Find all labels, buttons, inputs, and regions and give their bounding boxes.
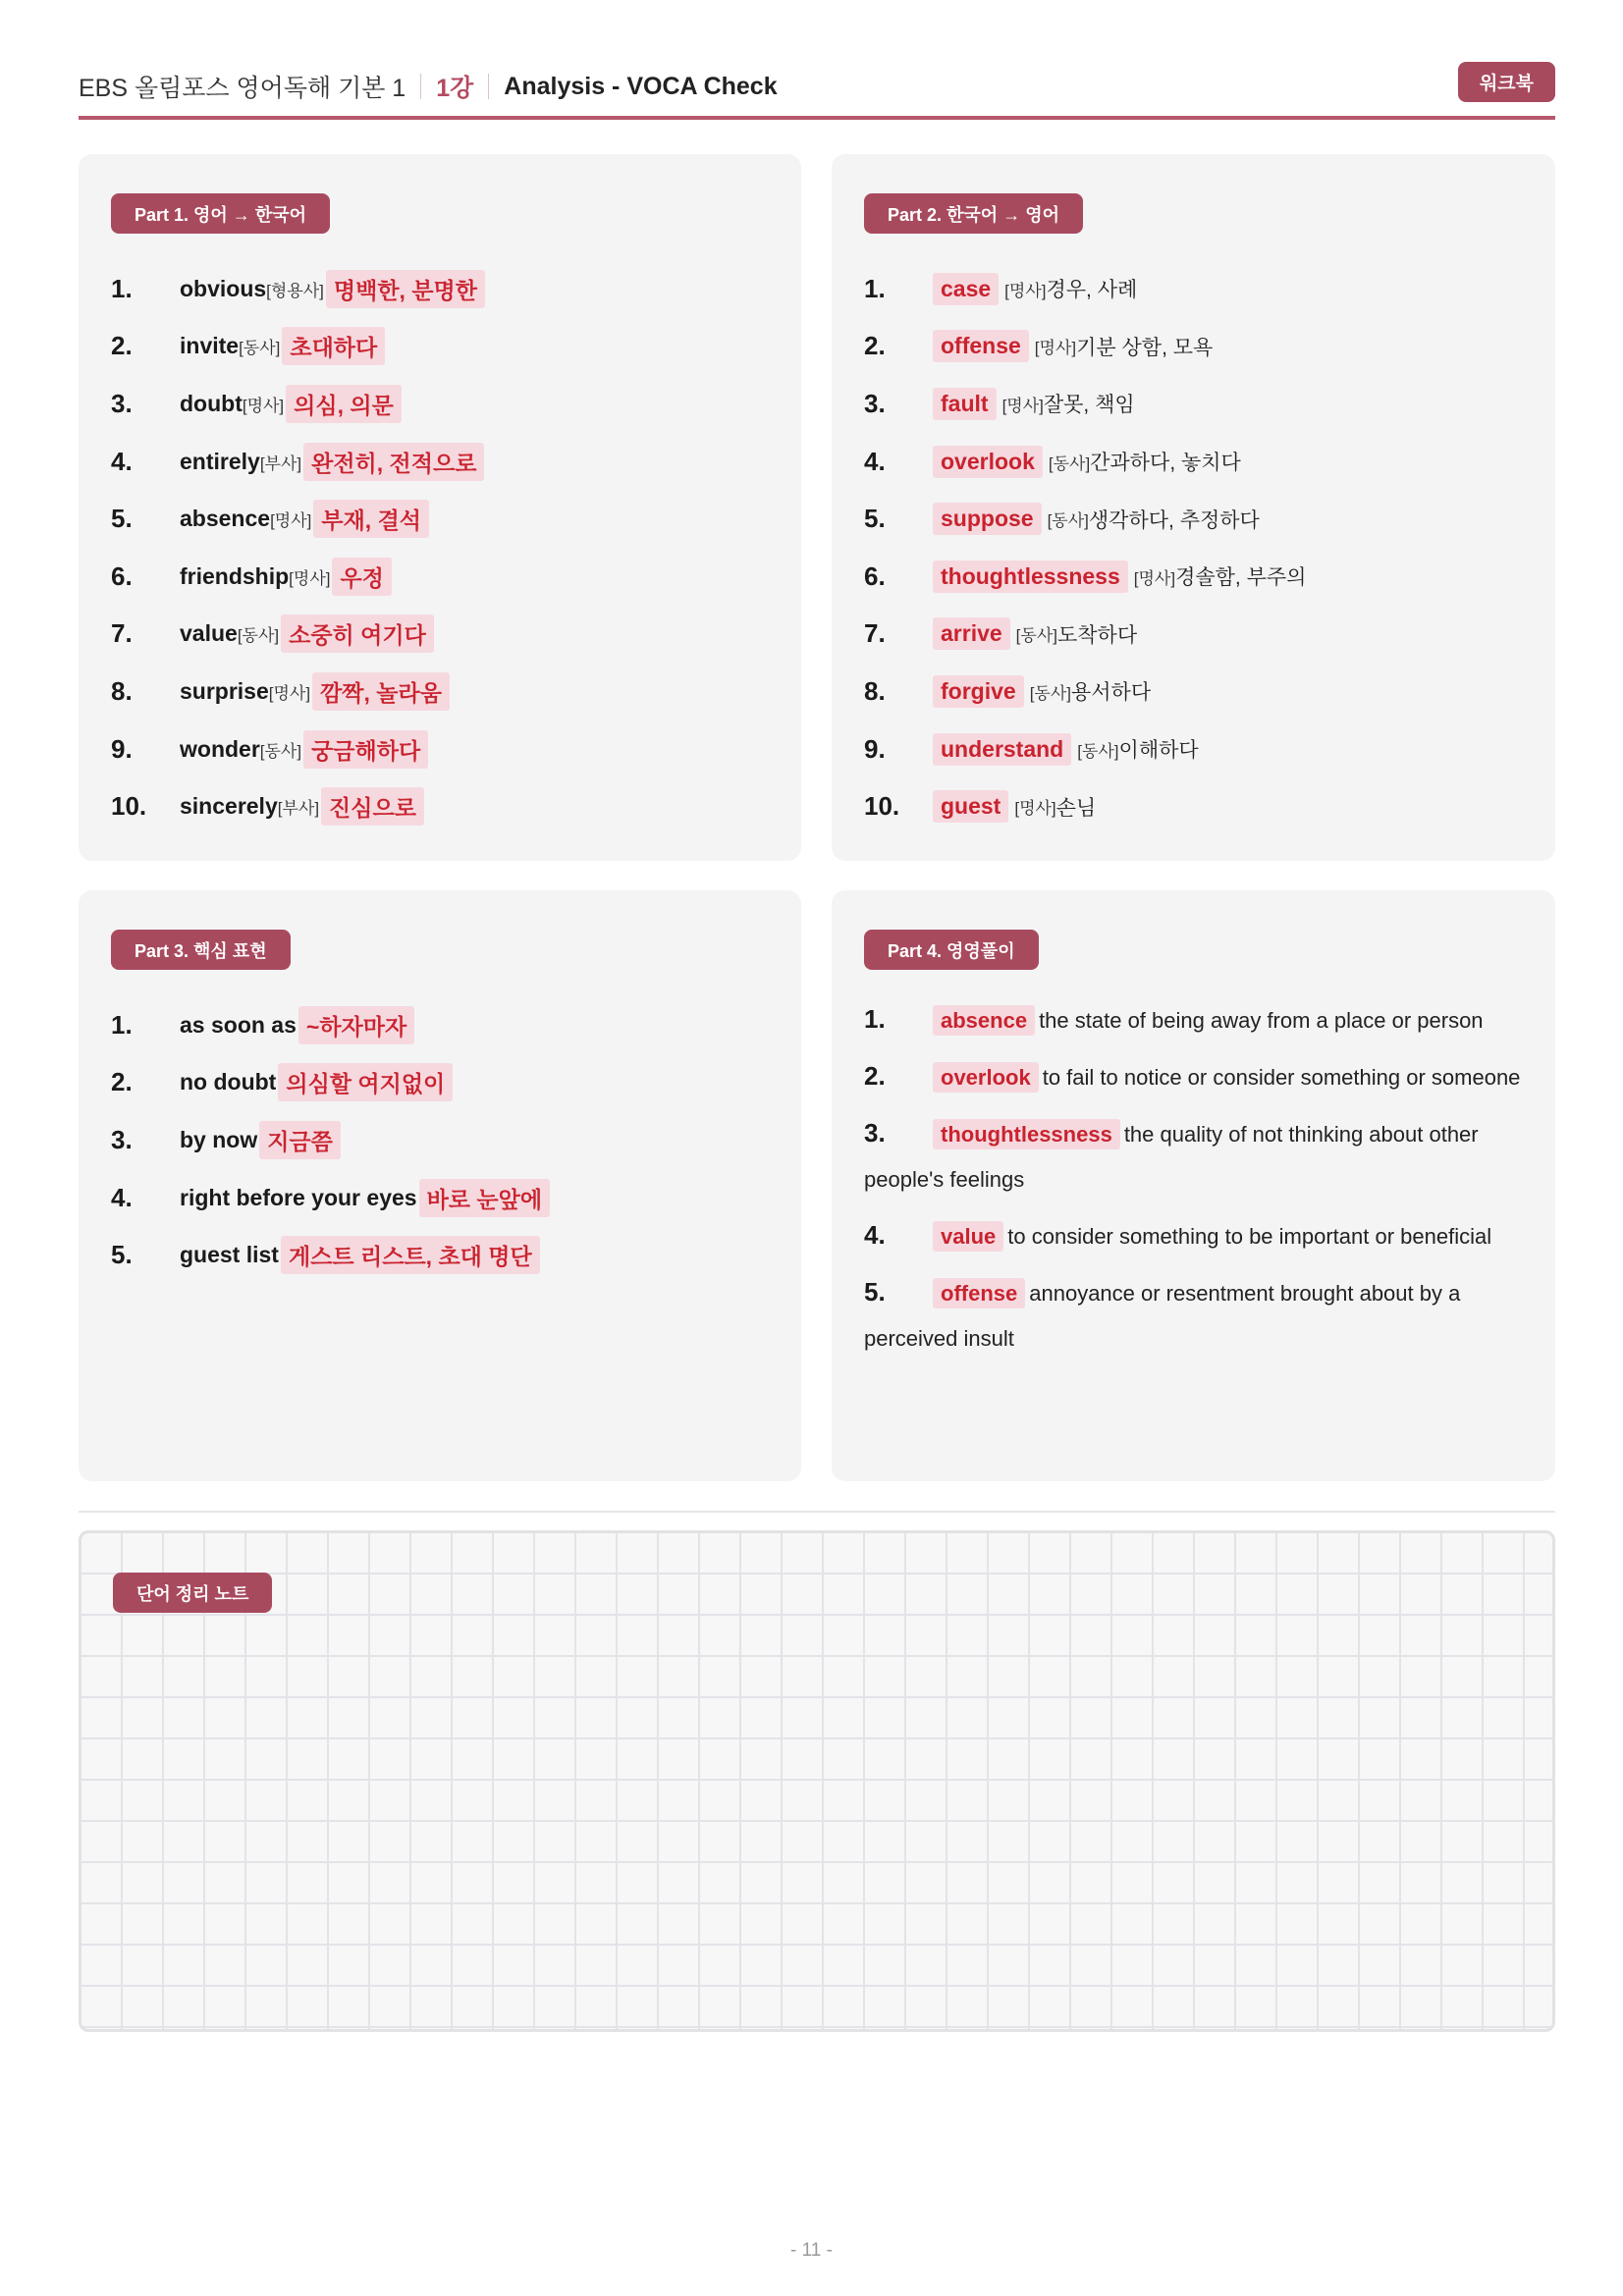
part3-title: Part 3. 핵심 표현: [111, 930, 291, 970]
item-answer: arrive: [933, 617, 1010, 650]
item-term: obvious: [180, 275, 267, 301]
item-meaning: 생각하다, 추정하다: [1088, 508, 1260, 532]
item-definition: to fail to notice or consider something or someone: [1042, 1065, 1521, 1090]
item-answer: fault: [933, 388, 997, 420]
part4-panel: [832, 890, 1555, 1481]
list-item: [111, 606, 778, 664]
item-meaning: 경우, 사례: [1046, 279, 1138, 302]
item-number: 8.: [111, 675, 133, 706]
list-item: [864, 777, 1532, 835]
item-meaning: 경솔함, 부주의: [1175, 566, 1307, 590]
list-item: [111, 260, 778, 318]
item-pos: [동사]: [1029, 683, 1071, 703]
item-pos: [부사]: [259, 454, 302, 473]
item-term: guest list: [180, 1242, 279, 1268]
item-definition: the quality of not thinking about other people's feelings: [864, 1122, 1479, 1192]
lesson-number: 1강: [436, 75, 474, 102]
item-answer: guest: [933, 790, 1008, 823]
item-pos: [명사]: [1004, 281, 1047, 300]
item-pos: [명사]: [289, 568, 331, 588]
workbook-badge: 워크북: [1458, 62, 1555, 102]
item-answer: offense: [933, 330, 1029, 362]
item-answer: overlook: [933, 1062, 1039, 1093]
item-term: by now: [180, 1126, 258, 1152]
part4-list: [864, 996, 1522, 1371]
item-pos: [부사]: [277, 799, 320, 819]
item-pos: [형용사]: [266, 281, 324, 300]
item-answer: suppose: [933, 503, 1042, 535]
item-meaning: 이해하다: [1118, 739, 1199, 763]
part3-panel: [79, 890, 801, 1481]
item-number: 3.: [111, 388, 133, 418]
note-title: 단어 정리 노트: [113, 1573, 272, 1613]
item-definition: the state of being away from a place or person: [1039, 1008, 1484, 1033]
item-answer: value: [933, 1221, 1003, 1252]
list-item: [111, 375, 778, 433]
item-number: 1.: [111, 1009, 133, 1040]
item-number: 2.: [864, 1061, 886, 1091]
item-number: 4.: [864, 1220, 886, 1250]
list-item: [111, 1226, 778, 1284]
item-answer: absence: [933, 1005, 1035, 1036]
list-item: [864, 433, 1532, 491]
list-item: [864, 318, 1532, 376]
item-answer: case: [933, 273, 999, 305]
item-answer: understand: [933, 733, 1071, 766]
list-item: [864, 490, 1532, 548]
item-number: 1.: [111, 273, 133, 303]
subject-title: Analysis - VOCA Check: [504, 72, 778, 100]
item-number: 5.: [111, 1240, 133, 1270]
item-term: as soon as: [180, 1011, 297, 1038]
item-number: 7.: [864, 618, 886, 649]
definition-item: [864, 1110, 1522, 1202]
item-meaning: 손님: [1055, 796, 1097, 820]
section-divider: [79, 1511, 1555, 1513]
list-item: [111, 663, 778, 721]
vocab-note-grid[interactable]: [79, 1530, 1555, 2032]
item-pos: [동사]: [1047, 511, 1089, 531]
list-item: [864, 260, 1532, 318]
item-pos: [동사]: [1048, 454, 1091, 473]
definition-item: [864, 996, 1522, 1043]
part1-panel: [79, 154, 801, 861]
item-meaning: 간과하다, 놓치다: [1090, 452, 1241, 475]
item-meaning: 잘못, 책임: [1043, 394, 1135, 417]
item-answer: 초대하다: [282, 327, 385, 365]
item-number: 10.: [111, 791, 147, 822]
list-item: [111, 433, 778, 491]
header-separator: [488, 74, 489, 99]
series-title: EBS 올림포스 영어독해 기본 1: [79, 75, 406, 102]
item-answer: 부재, 결석: [313, 500, 429, 538]
part2-list: [864, 260, 1532, 835]
item-number: 6.: [864, 561, 886, 591]
item-pos: [명사]: [1133, 568, 1176, 588]
part3-list: [111, 996, 778, 1284]
list-item: [864, 375, 1532, 433]
part4-title: Part 4. 영영풀이: [864, 930, 1039, 970]
item-number: 5.: [864, 1277, 886, 1307]
item-answer: overlook: [933, 446, 1043, 478]
item-pos: [명사]: [1014, 799, 1056, 819]
list-item: [111, 490, 778, 548]
item-number: 9.: [111, 733, 133, 764]
item-term: invite: [180, 333, 240, 359]
item-pos: [동사]: [1015, 626, 1057, 646]
item-number: 1.: [864, 1004, 886, 1034]
list-item: [111, 777, 778, 835]
item-number: 8.: [864, 675, 886, 706]
item-answer: 의심, 의문: [286, 385, 402, 423]
item-answer: offense: [933, 1278, 1025, 1308]
item-definition: to consider something to be important or beneficial: [1007, 1224, 1492, 1249]
item-number: 7.: [111, 618, 133, 649]
item-answer: 진심으로: [321, 787, 424, 826]
item-meaning: 도착하다: [1056, 623, 1138, 647]
item-pos: [명사]: [268, 683, 311, 703]
item-number: 1.: [864, 273, 886, 303]
part1-list: [111, 260, 778, 835]
list-item: [111, 1111, 778, 1169]
item-term: value: [180, 620, 238, 647]
list-item: [111, 1169, 778, 1227]
part2-title: Part 2. 한국어 → 영어: [864, 193, 1083, 234]
item-pos: [동사]: [1077, 741, 1119, 761]
list-item: [864, 548, 1532, 606]
item-term: absence: [180, 506, 271, 532]
item-term: doubt: [180, 390, 243, 416]
item-term: no doubt: [180, 1069, 277, 1095]
item-number: 4.: [111, 1182, 133, 1212]
item-number: 6.: [111, 561, 133, 591]
item-number: 2.: [111, 1067, 133, 1097]
item-pos: [명사]: [1001, 396, 1044, 415]
item-pos: [동사]: [237, 626, 280, 646]
item-pos: [동사]: [239, 339, 281, 358]
item-term: right before your eyes: [180, 1184, 417, 1210]
list-item: [111, 548, 778, 606]
item-number: 9.: [864, 733, 886, 764]
item-answer: 궁금해하다: [303, 730, 428, 769]
header-separator: [420, 74, 421, 99]
item-number: 3.: [111, 1124, 133, 1154]
item-answer: 바로 눈앞에: [419, 1179, 550, 1217]
item-term: friendship: [180, 562, 290, 589]
item-number: 3.: [864, 388, 886, 418]
item-pos: [명사]: [270, 511, 312, 531]
item-answer: thoughtlessness: [933, 561, 1128, 593]
page-header: [79, 61, 1555, 120]
item-answer: 지금쯤: [259, 1121, 341, 1159]
definition-item: [864, 1212, 1522, 1259]
item-answer: 우정: [332, 558, 391, 596]
item-term: entirely: [180, 448, 260, 474]
item-term: wonder: [180, 735, 260, 762]
item-number: 4.: [864, 446, 886, 476]
item-pos: [동사]: [259, 741, 302, 761]
item-number: 10.: [864, 791, 900, 822]
part1-title: Part 1. 영어 → 한국어: [111, 193, 330, 234]
header-title-group: [79, 69, 778, 104]
item-answer: 게스트 리스트, 초대 명단: [281, 1236, 540, 1274]
item-answer: ~하자마자: [298, 1006, 414, 1044]
item-number: 2.: [864, 331, 886, 361]
list-item: [111, 318, 778, 376]
list-item: [111, 996, 778, 1054]
list-item: [111, 721, 778, 778]
item-answer: 소중히 여기다: [281, 614, 434, 653]
item-answer: forgive: [933, 675, 1024, 708]
list-item: [864, 663, 1532, 721]
item-definition: annoyance or resentment brought about by a perceived insult: [864, 1281, 1461, 1351]
item-answer: 의심할 여지없이: [278, 1063, 453, 1101]
item-term: surprise: [180, 677, 269, 704]
item-pos: [명사]: [1034, 339, 1077, 358]
item-number: 2.: [111, 331, 133, 361]
item-answer: 완전히, 전적으로: [303, 443, 484, 481]
list-item: [864, 606, 1532, 664]
part2-panel: [832, 154, 1555, 861]
list-item: [111, 1054, 778, 1112]
item-pos: [명사]: [242, 396, 285, 415]
definition-item: [864, 1053, 1522, 1100]
item-number: 5.: [864, 504, 886, 534]
item-meaning: 기분 상함, 모욕: [1076, 336, 1214, 359]
item-meaning: 용서하다: [1070, 681, 1152, 705]
item-number: 4.: [111, 446, 133, 476]
list-item: [864, 721, 1532, 778]
item-term: sincerely: [180, 793, 278, 820]
definition-item: [864, 1269, 1522, 1362]
item-answer: 명백한, 분명한: [326, 270, 485, 308]
item-answer: 깜짝, 놀라움: [312, 672, 450, 711]
item-number: 5.: [111, 504, 133, 534]
item-number: 3.: [864, 1118, 886, 1148]
item-answer: thoughtlessness: [933, 1119, 1120, 1149]
page-number: - 11 -: [790, 2240, 833, 2261]
